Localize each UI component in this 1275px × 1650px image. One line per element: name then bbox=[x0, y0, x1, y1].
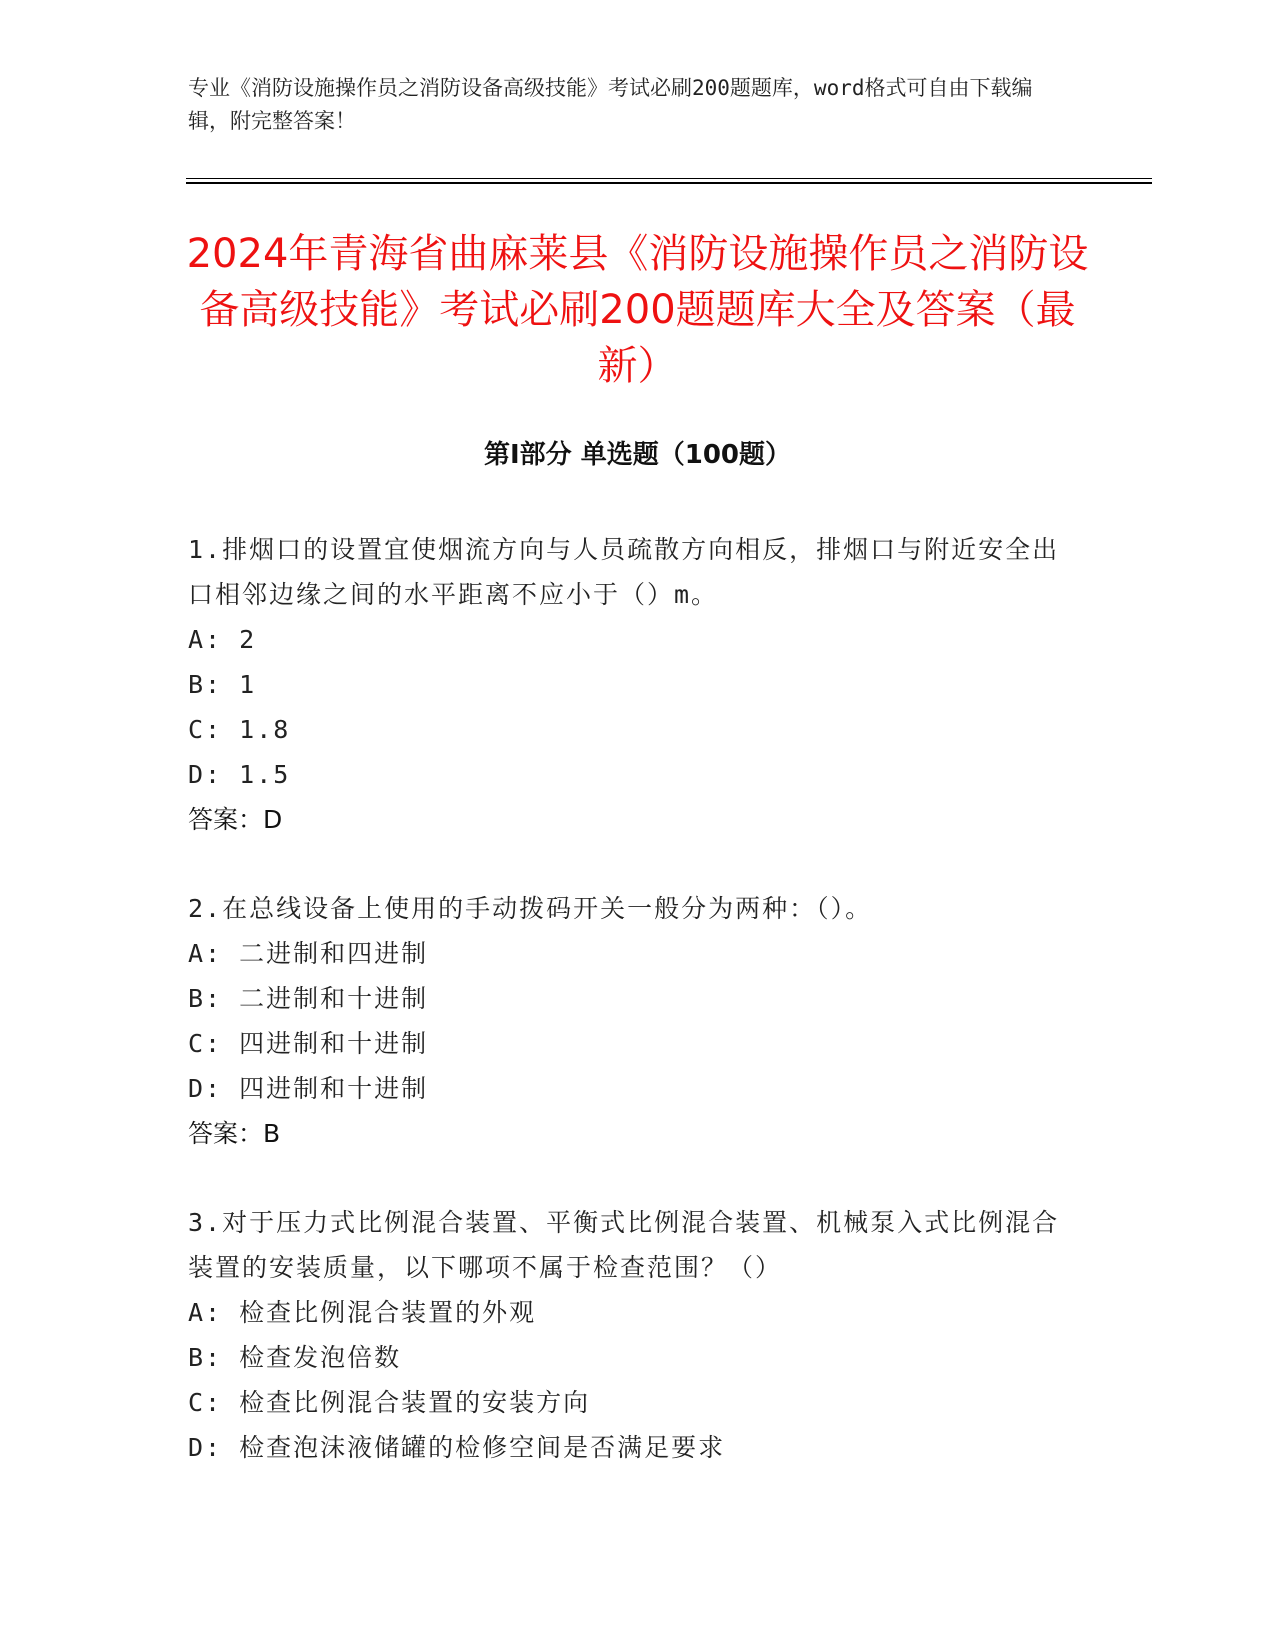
option-b: B: 检查发泡倍数 bbox=[188, 1343, 402, 1372]
option-a: A: 检查比例混合装置的外观 bbox=[188, 1298, 537, 1327]
question-1 bbox=[188, 527, 1068, 842]
question-2 bbox=[188, 886, 1068, 1156]
option-c: C: 四进制和十进制 bbox=[188, 1029, 429, 1058]
answer: 答案：B bbox=[188, 1119, 281, 1148]
document-title: 2024年青海省曲麻莱县《消防设施操作员之消防设备高级技能》考试必刷200题题库大全及答案（最新） bbox=[186, 231, 1089, 389]
header-note: 专业《消防设施操作员之消防设备高级技能》考试必刷200题题库，word格式可自由下载编辑，附完整答案！ bbox=[188, 76, 1033, 133]
answer: 答案：D bbox=[188, 805, 283, 834]
option-b: B: 二进制和十进制 bbox=[188, 984, 429, 1013]
option-a: A: 二进制和四进制 bbox=[188, 939, 429, 968]
option-d: D: 检查泡沫液储罐的检修空间是否满足要求 bbox=[188, 1433, 726, 1462]
option-b: B: 1 bbox=[188, 670, 257, 699]
question-stem: 1.排烟口的设置宜使烟流方向与人员疏散方向相反，排烟口与附近安全出口相邻边缘之间的水平距离不应小于（）m。 bbox=[188, 535, 1060, 609]
header-divider bbox=[186, 178, 1152, 184]
question-stem: 3.对于压力式比例混合装置、平衡式比例混合装置、机械泵入式比例混合装置的安装质量，以下哪项不属于检查范围？（） bbox=[188, 1208, 1060, 1282]
option-d: D: 1.5 bbox=[188, 760, 291, 789]
question-3 bbox=[188, 1200, 1068, 1470]
section-title: 第I部分 单选题（100题） bbox=[484, 440, 791, 470]
question-list bbox=[188, 527, 1068, 1514]
option-c: C: 1.8 bbox=[188, 715, 291, 744]
question-stem: 2.在总线设备上使用的手动拨码开关一般分为两种：（）。 bbox=[188, 894, 873, 923]
option-c: C: 检查比例混合装置的安装方向 bbox=[188, 1388, 591, 1417]
option-d: D: 四进制和十进制 bbox=[188, 1074, 429, 1103]
option-a: A: 2 bbox=[188, 625, 257, 654]
